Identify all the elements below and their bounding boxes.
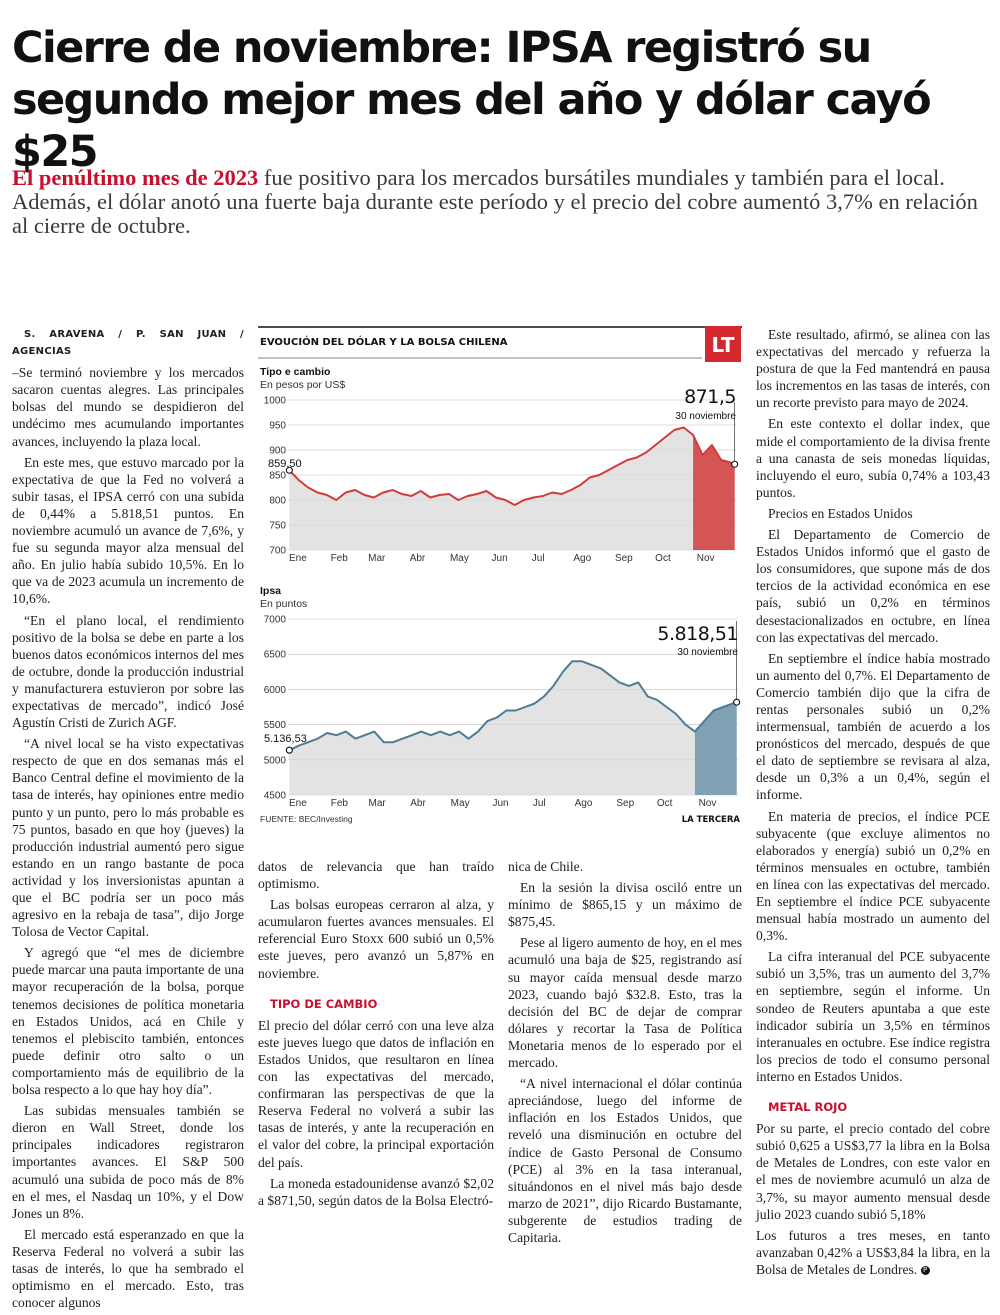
dolar-x-tick-label: Ago (573, 553, 592, 564)
ipsa-chart-title: Ipsa (260, 585, 282, 597)
dolar-x-tick-label: Jul (531, 553, 545, 564)
dolar-x-tick-label: Jun (491, 553, 508, 564)
infographic-svg (258, 326, 742, 828)
paragraph: En este contexto el dollar index, que mide el comportamiento de la divisa frente a una canasta de seis monedas líquidas, incluyendo el euro, subía 0,74% a 103,43 puntos. (756, 416, 990, 500)
dollar-end-date: 30 noviembre (675, 411, 736, 422)
ipsa-x-tick-label: Jul (532, 798, 546, 809)
article-column-2 (258, 858, 494, 1213)
headline-line-2: segundo mejor mes del año y dólar cayó $25 (12, 75, 931, 177)
dolar-area-fill (289, 428, 734, 551)
dolar-y-tick-label: 1000 (263, 395, 286, 407)
paragraph: En este mes, que estuvo marcado por la expectativa de que la Fed no volverá a subir tasas, el IPSA cerró con una subida de 0,44% a 5.818,51 puntos. En noviembre acumuló un avance de 7,6%, y fue su segunda mayor alza mensual del año. En julio había subido 10,5%. En lo que va de 2023 acumula un incremento de 10,6%. (12, 454, 244, 607)
paragraph: El precio del dólar cerró con una leve alza este jueves luego que datos de inflación en Estados Unidos, que resultaron en línea con las expectativas del mercado, confirmaran las perspectivas de que la Reserva Federal no volverá a subir las tasas de interés, y ante la recuperación en el valor del cobre, la principal exportación del país. (258, 1017, 494, 1170)
paragraph: “A nivel local se ha visto expectativas respecto de que en dos semanas más el Banco Central define el movimiento de la tasa de interés, hay opiniones entre medio punto y un punto, pero lo más probable es 75 puntos, basado en que hoy (jueves) la producción industrial aumentó pero sigue estando en un rango bastante de poca actividad y los inversionistas apuntan a que el BC podría ser un poco más agresivo en la rebaja de tasa”, dijo Jorge Tolosa de Vector Capital. (12, 736, 244, 940)
paragraph: El Departamento de Comercio de Estados Unidos informó que el gasto de los consumidores, que supone más de dos tercios de la actividad económica en ese país, subió un 0,2% en términos desestacionalizados en octubre, en línea con las expectativas del mercado. (756, 527, 990, 645)
paragraph: Pese al ligero aumento de hoy, en el mes acumuló una baja de $25, registrando así su mayor caída mensual desde marzo 2023, cuando bajó $32.8. Esto, tras la decisión del BC de dejar de comprar dólares y recortar la Tasa de Política Monetaria menos de lo esperado por el mercado. (508, 935, 742, 1071)
ipsa-x-tick-label: Oct (656, 798, 673, 809)
ipsa-chart-unit: En puntos (260, 598, 308, 610)
headline (12, 22, 990, 178)
lead-paragraph (12, 166, 992, 238)
paragraph: La moneda estadounidense avanzó $2,02 a $871,50, según datos de la Bolsa Electró- (258, 1175, 494, 1208)
paragraph: Y agregó que “el mes de diciembre puede marcar una pauta importante de una mayor recuperación de la bolsa, porque tenemos decisiones de política monetaria en Estados Unidos, acá en Chile y tenemos el plebiscito también, entonces puede definir otro salto o un comportamiento más de equilibrio de la bolsa respecto a lo que hay hoy día”. (12, 945, 244, 1098)
article-column-3 (508, 858, 742, 1250)
ipsa-x-tick-label: Sep (616, 798, 635, 809)
dollar-end-value: 871,5 (684, 386, 736, 408)
chart-publisher: LA TERCERA (681, 815, 740, 825)
paragraph: “A nivel internacional el dólar continúa apreciándose, luego del informe de inflación en los Estados Unidos, que reveló una disminución en octubre del índice de Gasto Personal de Consumo (PCE) al 3% en la tasa interanual, situándonos en el nivel más bajo desde marzo de 2021”, dijo Ricardo Bustamante, subgerente de estudios trading de Capitaria. (508, 1076, 742, 1245)
paragraph: En materia de precios, el índice PCE subyacente (que excluye alimentos no elaborados y energía) subió un 0,2% en términos mensuales en octubre, también en línea con las expectativas del mercado. En septiembre el índice PCE subyacente mensual había mostrado un aumento del 0,3%. (756, 808, 990, 944)
dollar-chart-unit: En pesos por US$ (260, 379, 346, 391)
paragraph: El mercado está esperanzado en que la Reserva Federal no volverá a subir las tasas de interés, lo que ha sembrado el optimismo en el mercado. Esto, tras conocer algunos (12, 1226, 244, 1311)
ipsa-start-value: 5.136,53 (264, 733, 307, 745)
ipsa-x-tick-label: Jun (492, 798, 509, 809)
ipsa-x-tick-label: Abr (410, 798, 426, 809)
ipsa-x-tick-label: Ago (574, 798, 593, 809)
dolar-x-tick-label: Ene (289, 553, 307, 564)
article-column-4 (756, 326, 990, 1282)
dolar-x-tick-label: Sep (614, 553, 633, 564)
subhead-precios-eeuu: Precios en Estados Unidos (768, 505, 913, 521)
ipsa-y-tick-label: 5500 (263, 720, 286, 732)
ipsa-x-tick-label: May (450, 798, 470, 809)
paragraph: Por su parte, el precio contado del cobre subió 0,625 a US$3,77 la libra en la Bolsa de Metales de Londres, con este valor en el mes de noviembre acumuló un alza de 3,7%, su mayor aumento mensual desde julio 2023 cuando subió 5,18% (756, 1121, 990, 1222)
ipsa-end-value: 5.818,51 (657, 623, 738, 645)
paragraph-text: Los futuros a tres meses, en tanto avanzaban 0,42% a US$3,84 la libra, en la Bolsa de Metales de Londres. (756, 1227, 990, 1277)
dollar-start-value: 859,50 (268, 458, 302, 470)
dolar-y-tick-label: 750 (269, 520, 286, 532)
ipsa-x-tick-label: Ene (289, 798, 307, 809)
ipsa-highlight-area (695, 702, 737, 795)
dolar-x-tick-label: Abr (409, 553, 426, 564)
ipsa-y-tick-label: 5000 (263, 755, 286, 767)
dolar-x-tick-label: May (449, 553, 469, 564)
paragraph: Este resultado, afirmó, se alinea con las expectativas del mercado y refuerza la postura de que la Fed mantendrá en pausa los incrementos en las tasas de interés, con un recorte previsto para mayo de 2024. (756, 327, 990, 411)
dolar-y-tick-label: 700 (269, 545, 286, 557)
logo-lt-text: LT (711, 333, 735, 357)
ipsa-y-tick-label: 6500 (263, 649, 286, 661)
paragraph: datos de relevancia que han traído optimismo. (258, 859, 494, 892)
ipsa-y-tick-label: 6000 (263, 684, 286, 696)
article-column-1 (12, 326, 244, 1315)
paragraph: Las subidas mensuales también se dieron en Wall Street, donde los principales indicadores registraron importantes avances. El S&P 500 acumuló una subida de poco más de 8% en el mes, el Nasdaq un 10%, y el Dow Jones un 8%. (12, 1103, 244, 1221)
paragraph: “En el plano local, el rendimiento positivo de la bolsa se debe en parte a los buenos datos económicos internos del mes de octubre, donde la producción industrial y manufacturera estuvieron por sobre las expectativas de mercado”, indicó José Agustín Cristi de Zurich AGF. (12, 612, 244, 731)
subhead-metal-rojo: METAL ROJO (768, 1100, 848, 1115)
paragraph: –Se terminó noviembre y los mercados sacaron cuentas alegres. Las principales bolsas del mundo se despidieron del undécimo mes acumulando importantes avances, incluyendo la plaza local. (12, 365, 244, 449)
infographic (258, 326, 742, 828)
subhead-tipo-de-cambio: TIPO DE CAMBIO (270, 996, 378, 1011)
dolar-x-tick-label: Oct (655, 553, 671, 564)
ipsa-x-tick-label: Feb (330, 798, 349, 809)
paragraph: En la sesión la divisa osciló entre un mínimo de $865,15 y un máximo de $875,45. (508, 880, 742, 930)
paragraph: En septiembre el índice había mostrado un aumento del 0,7%. El Departamento de Comercio también dijo que la cifra de rentas personales subió un 0,2% intermensual, también de acuerdo a los pronósticos del mercado, después de que el dato de septiembre se revisara al alza, desde un 0,3% a un 0,4%, según el informe. (756, 650, 990, 803)
ipsa-chart (260, 585, 740, 809)
dollar-chart (260, 366, 738, 564)
paragraph-last (756, 1227, 990, 1278)
paragraph: La cifra interanual del PCE subyacente subió un 3,5%, tras un aumento del 3,7% en septiembre, según el informe. Un sondeo de Reuters apuntaba a que este indicador subiría un 3,5% en términos interanuales en octubre. Ese índice registra los precios de todo el consumo personal interno en Estados Unidos. (756, 949, 990, 1084)
lead-text: fue positivo para los mercados bursátiles mundiales y también para el local. Además, el dólar anotó una fuerte baja durante este período y el precio del cobre aumentó 3,7% en relación al cierre de octubre. (12, 165, 978, 238)
dolar-y-tick-label: 850 (269, 470, 286, 482)
paragraph: nica de Chile. (508, 859, 584, 874)
dolar-y-tick-label: 800 (269, 495, 286, 507)
chart-source: FUENTE: BEC/Investing (260, 814, 353, 824)
dolar-x-tick-label: Feb (330, 553, 348, 564)
dolar-end-point (732, 461, 738, 467)
dolar-x-tick-label: Nov (696, 553, 715, 564)
ipsa-start-point (286, 747, 292, 753)
lead-highlight: El penúltimo mes de 2023 (12, 165, 259, 190)
dolar-highlight-area (693, 435, 735, 550)
dolar-x-tick-label: Mar (368, 553, 386, 564)
ipsa-y-tick-label: 4500 (263, 790, 286, 802)
infographic-title: EVOUCIÓN DEL DÓLAR Y LA BOLSA CHILENA (260, 337, 508, 348)
ipsa-end-point (734, 699, 740, 705)
dollar-chart-title: Tipo e cambio (260, 366, 331, 378)
byline: S. ARAVENA / P. SAN JUAN / AGENCIAS (12, 329, 244, 358)
dolar-y-tick-label: 950 (269, 420, 286, 432)
dolar-y-tick-label: 900 (269, 445, 286, 457)
ipsa-x-tick-label: Nov (698, 798, 717, 809)
paragraph: Las bolsas europeas cerraron al alza, y acumularon fuertes avances mensuales. El referencial Euro Stoxx 600 subió un 0,5% este jueves, pero avanzó un 5,87% en noviembre. (258, 897, 494, 981)
ipsa-x-tick-label: Mar (368, 798, 386, 809)
headline-line-1: Cierre de noviembre: IPSA registró su (12, 23, 871, 73)
ipsa-end-date: 30 noviembre (677, 647, 738, 658)
ipsa-area-fill (289, 661, 736, 795)
ipsa-y-tick-label: 7000 (263, 614, 286, 626)
end-mark-icon: P (921, 1266, 930, 1275)
